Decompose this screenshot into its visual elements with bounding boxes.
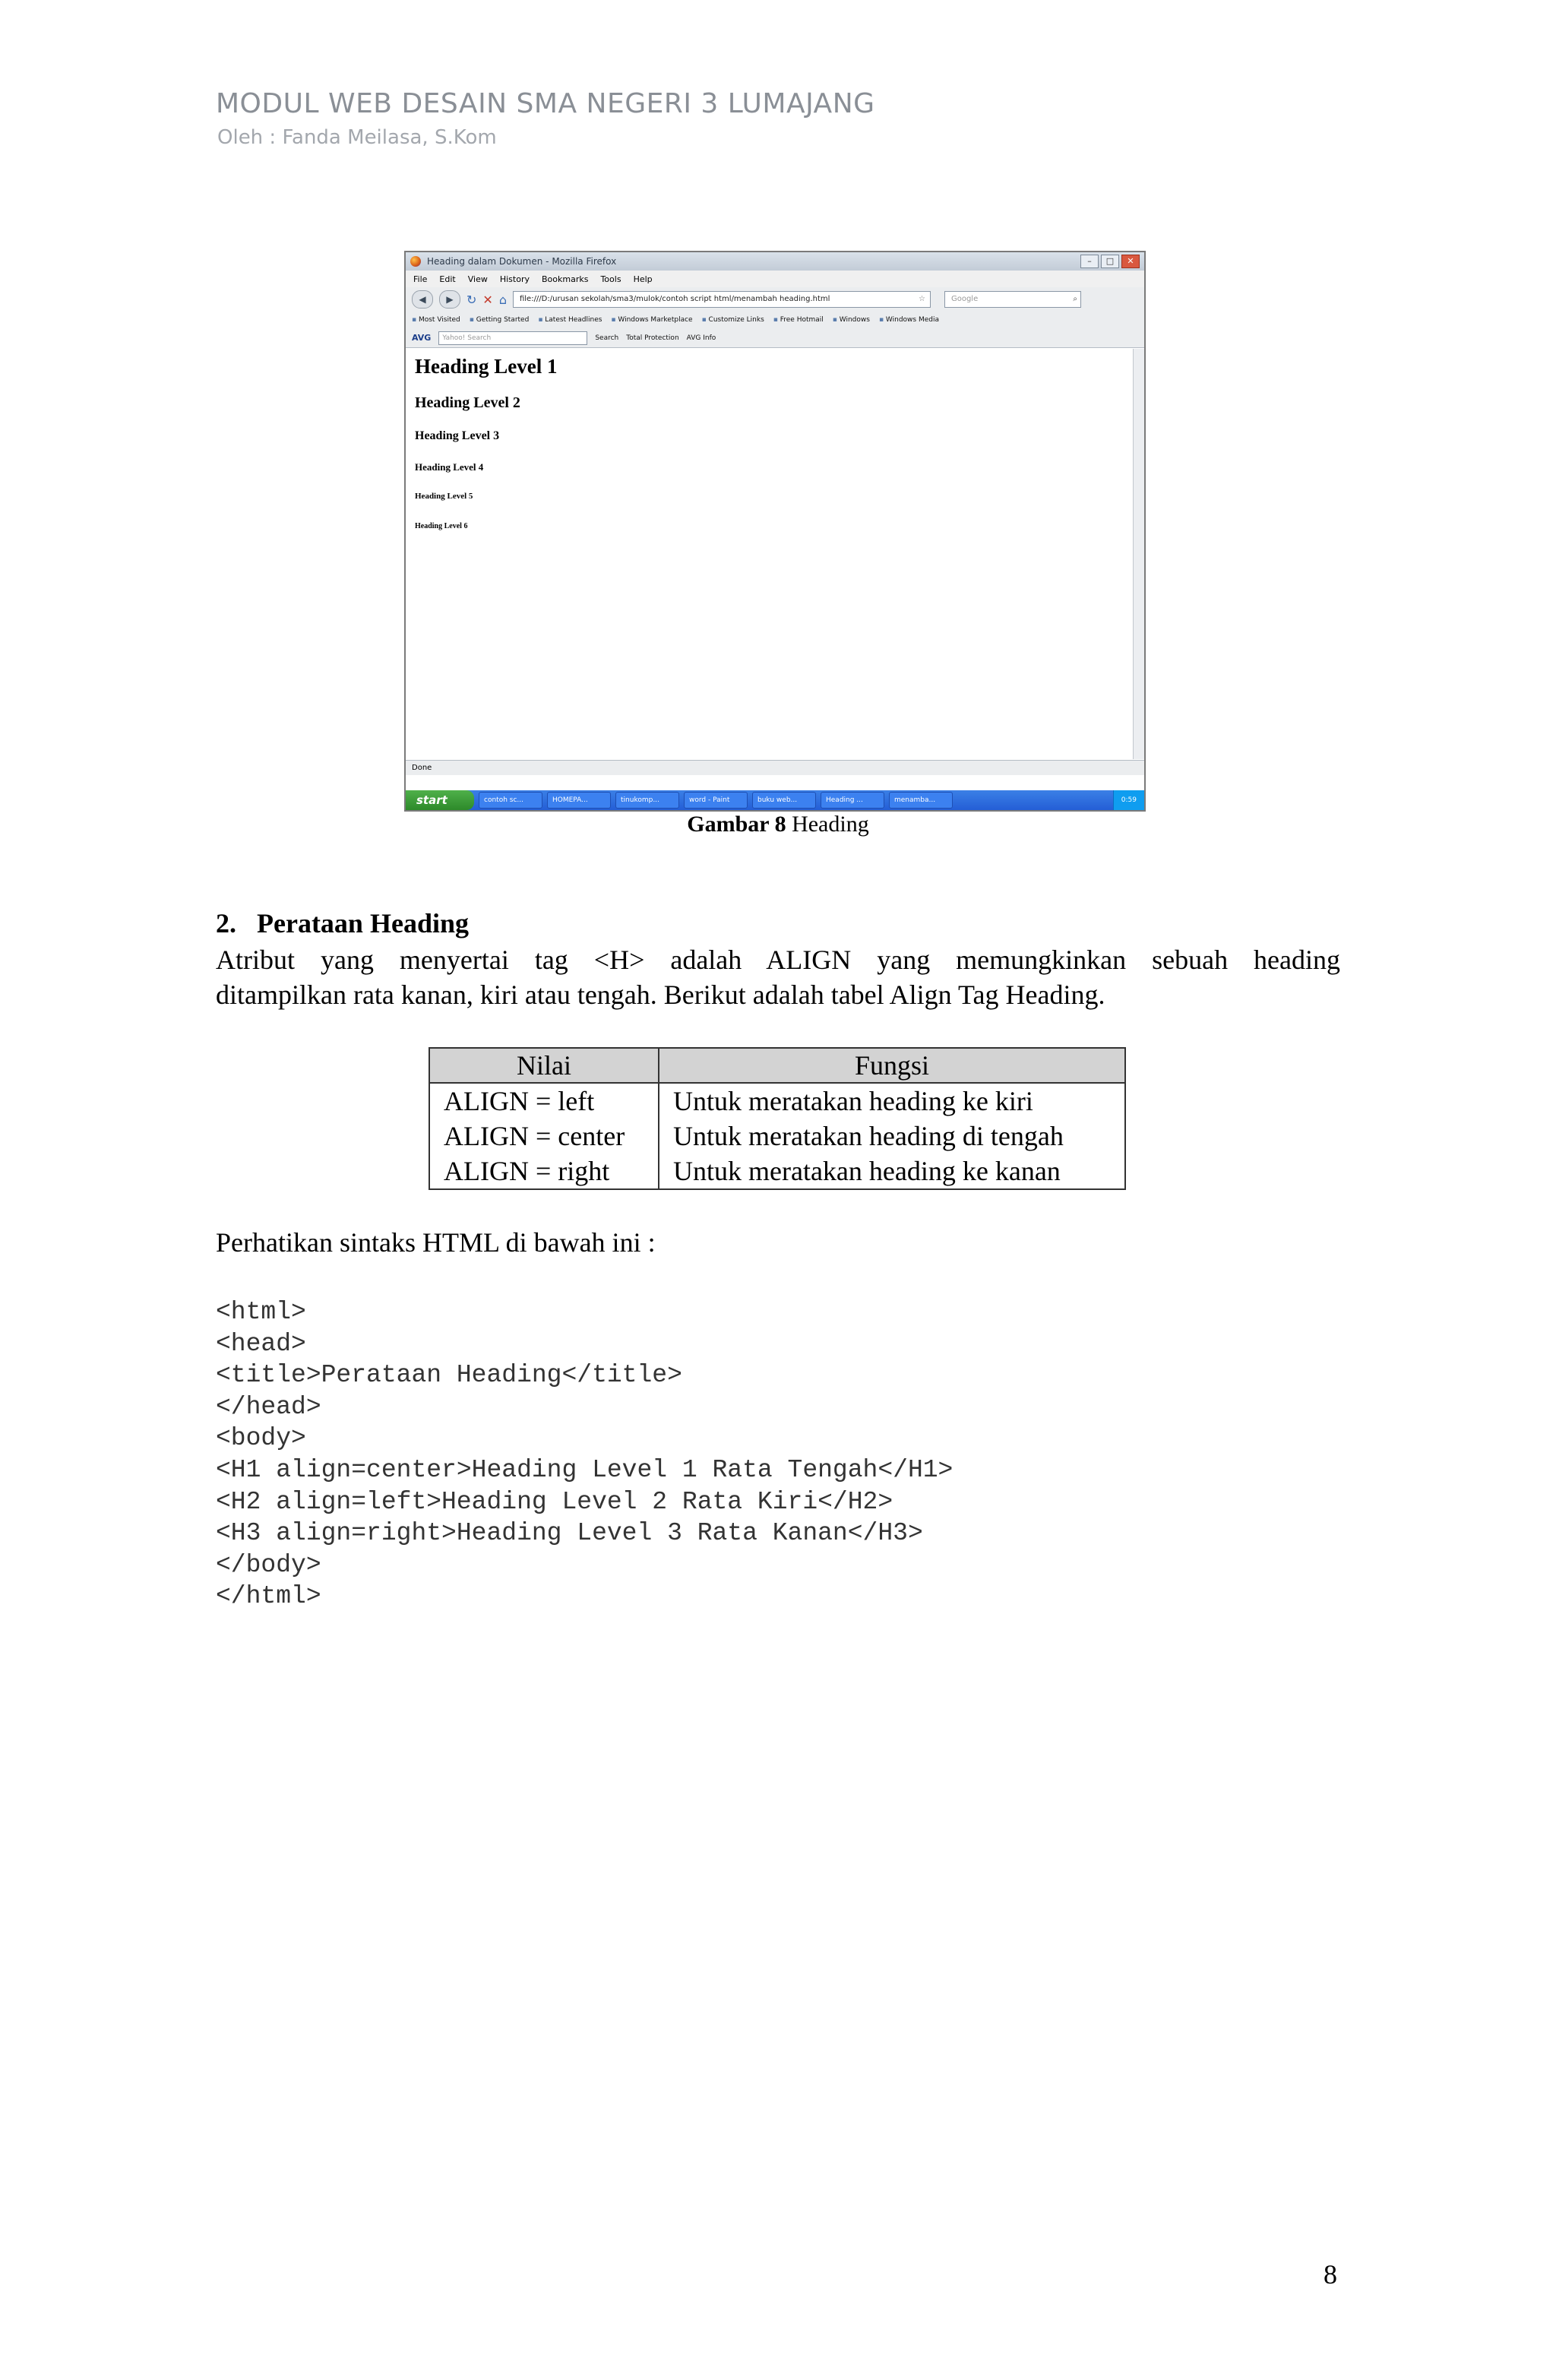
taskbar-item: word - Paint [684,792,748,809]
maximize-icon: □ [1101,255,1119,268]
code-line: <H2 align=left>Heading Level 2 Rata Kiri</H2> [216,1487,893,1516]
menu-tools: Tools [600,274,621,284]
browser-search-placeholder: Google [950,295,979,303]
table-header-row [429,1048,1125,1083]
code-line: <H1 align=center>Heading Level 1 Rata Tengah</H1> [216,1455,954,1484]
figure-caption [0,812,1556,837]
back-icon: ◀ [412,290,433,309]
browser-navbar [406,287,1144,312]
taskbar-item: buku web... [752,792,816,809]
code-line: <body> [216,1424,306,1453]
paragraph-line: ditampilkan rata kanan, kiri atau tengah. Berikut adalah tabel Align Tag Heading. [216,980,1105,1010]
windows-taskbar [406,790,1144,810]
avg-item: Total Protection [626,334,679,342]
code-line: <html> [216,1298,306,1326]
menu-edit: Edit [439,274,456,284]
search-icon: ⌕ [1073,295,1077,303]
code-line: </body> [216,1550,321,1579]
code-line: </head> [216,1392,321,1421]
section-paragraph [216,942,1340,1012]
table-header-fungsi: Fungsi [659,1048,1125,1083]
menu-help: Help [633,274,653,284]
code-line: </html> [216,1582,321,1611]
bookmark-item: ▪ Most Visited [412,316,460,324]
forward-icon: ▶ [439,290,460,309]
html-code-block [216,1296,953,1613]
menu-view: View [467,274,488,284]
menu-history: History [499,274,530,284]
browser-statusbar: Done [406,760,1144,775]
document-header-author: Oleh : Fanda Meilasa, S.Kom [217,126,497,149]
bookmark-item: ▪ Getting Started [470,316,530,324]
window-controls [1080,255,1140,268]
code-line: <title>Perataan Heading</title> [216,1361,682,1390]
firefox-icon [410,256,421,267]
menu-file: File [413,274,428,284]
table-row [429,1154,1125,1189]
code-line: <head> [216,1329,306,1358]
table-row [429,1119,1125,1154]
avg-item: Search [595,334,619,342]
bookmark-item: ▪ Windows Media [879,316,939,324]
table-cell: ALIGN = left [429,1083,659,1119]
table-header-nilai: Nilai [429,1048,659,1083]
browser-titlebar [406,252,1144,271]
align-table [429,1047,1126,1190]
close-icon: ✕ [1121,255,1140,268]
figure-caption-text: Heading [792,812,869,837]
taskbar-item: menamba... [889,792,953,809]
page-number: 8 [1324,2259,1337,2290]
code-intro-text: Perhatikan sintaks HTML di bawah ini : [216,1227,656,1258]
avg-logo: AVG [412,333,432,343]
browser-screenshot-figure [404,251,1146,812]
paragraph-line: Atribut yang menyertai tag <H> adalah ALIGN yang memungkinkan sebuah heading [216,945,1340,975]
page-heading-level-2: Heading Level 2 [415,394,520,411]
reload-icon: ↻ [466,292,477,307]
document-header-title: MODUL WEB DESAIN SMA NEGERI 3 LUMAJANG [216,88,875,119]
page-heading-level-4: Heading Level 4 [415,461,484,473]
page-heading-level-6: Heading Level 6 [415,522,468,530]
browser-menubar [406,271,1144,287]
table-cell: Untuk meratakan heading ke kiri [659,1083,1125,1119]
address-url: file:///D:/urusan sekolah/sma3/mulok/contoh script html/menambah heading.html [519,295,830,303]
table-cell: Untuk meratakan heading ke kanan [659,1154,1125,1189]
address-bar [513,291,931,308]
taskbar-clock: 0:59 [1113,790,1144,810]
bookmarks-toolbar [406,312,1144,328]
browser-window-title: Heading dalam Dokumen - Mozilla Firefox [427,256,617,267]
table-cell: ALIGN = right [429,1154,659,1189]
taskbar-item: Heading ... [821,792,884,809]
browser-search-box [944,291,1081,308]
home-icon: ⌂ [498,292,507,307]
bookmark-item: ▪ Free Hotmail [773,316,824,324]
browser-page-content [406,349,1135,759]
section-title: 2. Perataan Heading [216,908,469,938]
page-heading-level-1: Heading Level 1 [415,355,558,378]
menu-bookmarks: Bookmarks [541,274,589,284]
avg-toolbar [406,328,1144,348]
avg-search-input: Yahoo! Search [438,331,587,345]
figure-caption-label: Gambar 8 [687,812,786,837]
bookmark-item: ▪ Windows [833,316,870,324]
taskbar-item: tinukomp... [615,792,679,809]
taskbar-item: HOMEPA... [547,792,611,809]
table-cell: ALIGN = center [429,1119,659,1154]
stop-icon: ✕ [482,292,493,307]
bookmark-item: ▪ Windows Marketplace [611,316,692,324]
taskbar-item: contoh sc... [479,792,542,809]
avg-item: AVG Info [686,334,716,342]
table-cell: Untuk meratakan heading di tengah [659,1119,1125,1154]
table-row [429,1083,1125,1119]
star-icon: ☆ [919,295,925,303]
bookmark-item: ▪ Latest Headlines [538,316,602,324]
page-heading-level-5: Heading Level 5 [415,492,473,501]
start-button: start [406,790,474,810]
minimize-icon: – [1080,255,1099,268]
page-heading-level-3: Heading Level 3 [415,429,500,442]
bookmark-item: ▪ Customize Links [702,316,764,324]
vertical-scrollbar [1133,349,1144,759]
code-line: <H3 align=right>Heading Level 3 Rata Kanan</H3> [216,1519,923,1548]
